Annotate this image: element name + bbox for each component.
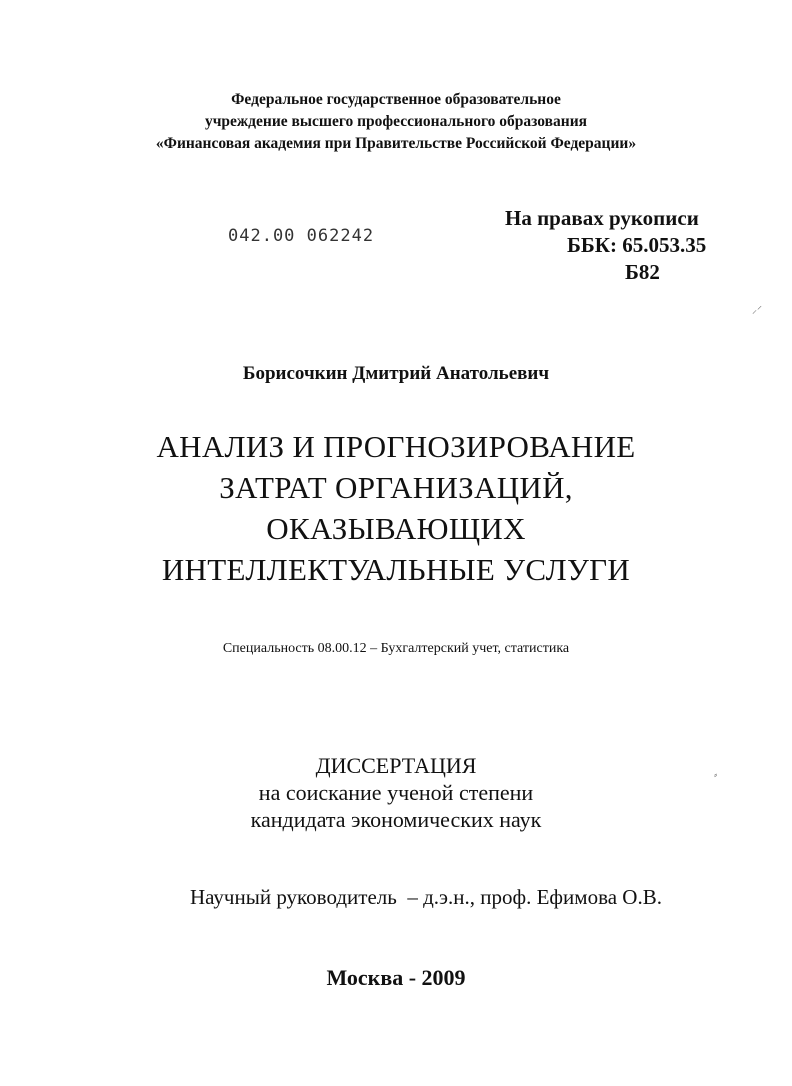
scan-speck: ⸗ [714, 770, 718, 781]
rights-block [505, 205, 706, 286]
title-line-4: ИНТЕЛЛЕКТУАЛЬНЫЕ УСЛУГИ [161, 552, 631, 587]
author-mark: Б82 [625, 260, 660, 284]
degree-field: кандидата экономических наук [250, 807, 542, 832]
supervisor: Научный руководитель – д.э.н., проф. Ефимова О.В. [190, 885, 662, 909]
institution-header [0, 89, 792, 155]
dissertation-label: ДИССЕРТАЦИЯ [315, 753, 477, 778]
institution-line-1: Федеральное государственное образовательное [231, 91, 561, 108]
specialty: Специальность 08.00.12 – Бухгалтерский учет, статистика [222, 641, 570, 656]
title-line-3: ОКАЗЫВАЮЩИХ [266, 511, 526, 546]
rights-notice: На правах рукописи [505, 206, 699, 230]
title-line-1: АНАЛИЗ И ПРОГНОЗИРОВАНИЕ [156, 429, 636, 464]
degree-line: на соискание ученой степени [258, 780, 534, 805]
dissertation-title [0, 426, 792, 590]
scan-speck: ⸝⸍ [752, 305, 762, 316]
bbk-code: ББК: 65.053.35 [567, 233, 707, 257]
city-year: Москва - 2009 [326, 965, 466, 990]
dissertation-type [0, 752, 792, 833]
institution-line-3: «Финансовая академия при Правительстве Российской Федерации» [155, 135, 637, 152]
title-line-2: ЗАТРАТ ОРГАНИЗАЦИЙ, [219, 470, 573, 505]
author-name: Борисочкин Дмитрий Анатольевич [242, 363, 550, 384]
archive-stamp: 042.00 062242 [228, 226, 375, 246]
institution-line-2: учреждение высшего профессионального образования [204, 113, 588, 130]
